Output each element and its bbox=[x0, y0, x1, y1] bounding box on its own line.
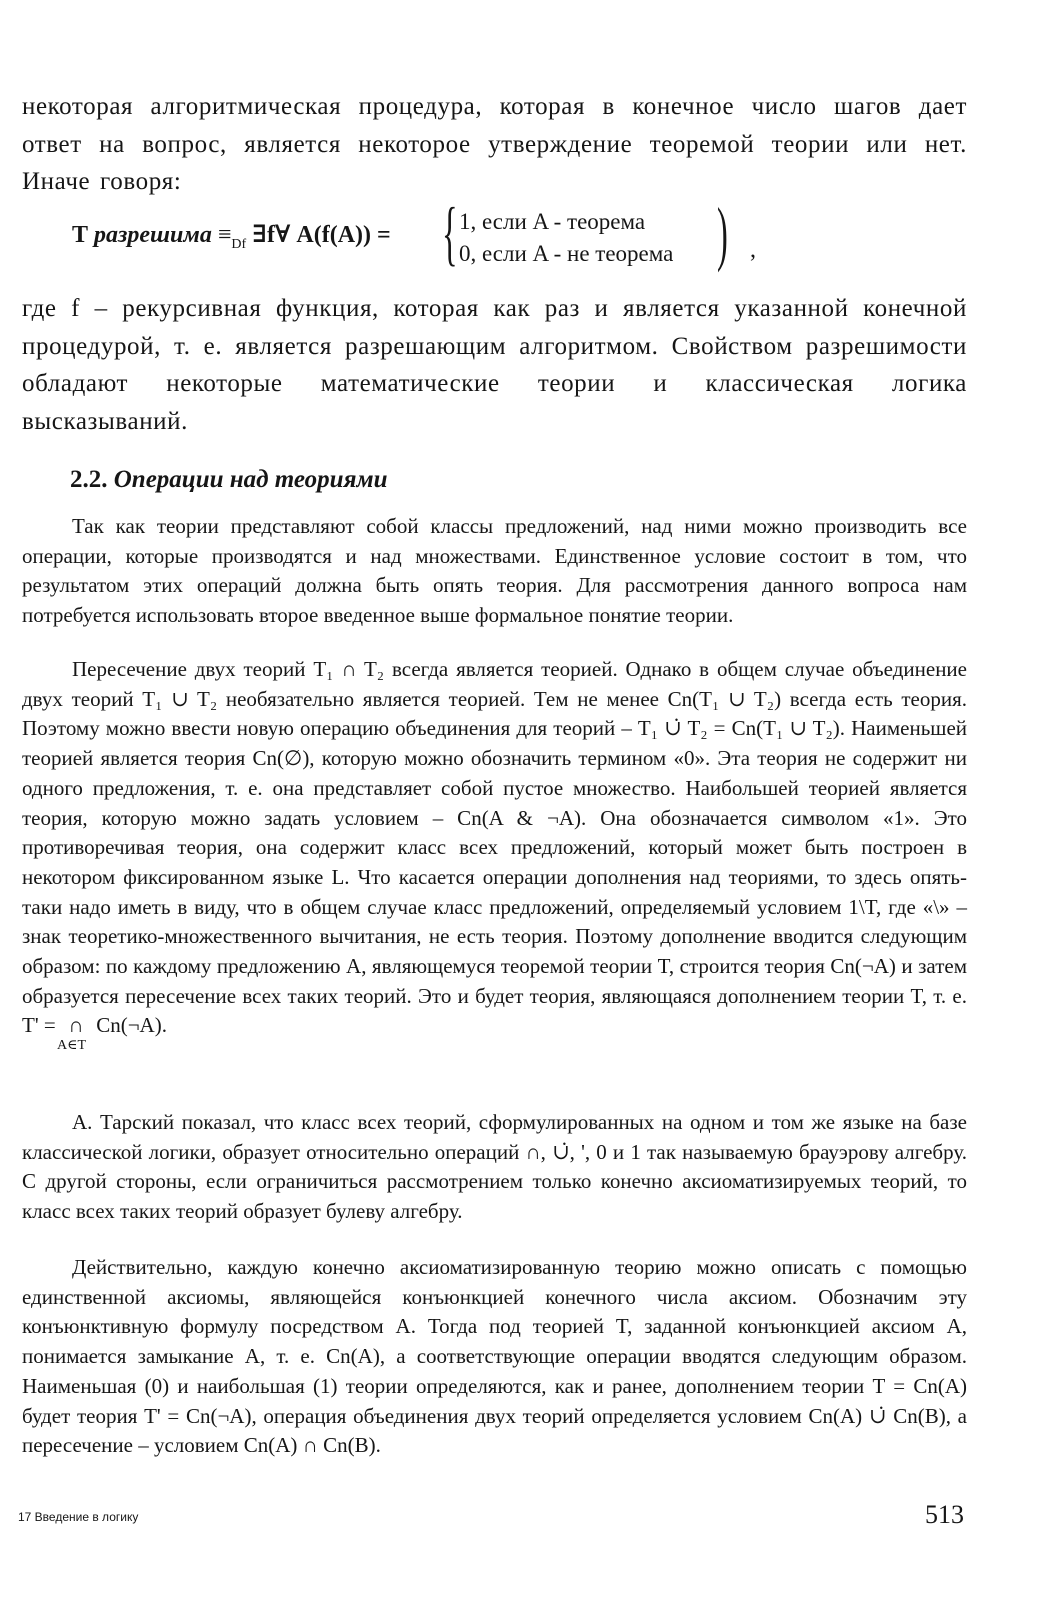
paragraph-indeed-text: Действительно, каждую конечно аксиоматизированную теорию можно описать с помощью единственной аксиомы, являющейся конъюнкцией конечного числа аксиом. Обозначим эту конъюнктивную формулу посредством A. Тогда под теорией T, заданной конъюнкцией аксиом A, понимается замыкание A, т. е. Cn(A), а соответствующие операции вводятся следующим образом. Наименьшая (0) и наибольшая (1) теории определяются, как и ранее, дополнением теории T = Cn(A) будет теория T' = Cn(¬A), операция объединения двух теорий определяется условием Cn(A) ∪̇ Cn(B), а пересечение – условием Cn(A) ∩ Cn(B). bbox=[22, 1255, 967, 1458]
formula-defeq: ≡ bbox=[217, 222, 232, 248]
paragraph-intersection-text: Пересечение двух теорий T₁ ∩ T₂ всегда является теорией. Однако в общем случае объединение двух теорий T₁ ∪ T₂ необязательно является теорией. Тем не менее Cn(T₁ ∪ T₂) всегда есть теория. Поэтому можно ввести новую операцию объединения для теорий – T₁ ∪̇ T₂ = Cn(T₁ ∪ T₂). Наименьшей теорией является теория Cn(∅), которую можно обозначить термином «0». Эта теория не содержит ни одного предложения, т. е. она представляет собой пустое множество. Наибольшей теорией является теория, которую можно задать условием – Cn(A & ¬A). Она обозначается символом «1». Это противоречивая теория, она содержит класс всех предложений, который может быть построен в некотором фиксированном языке L. Что касается операции дополнения над теориями, то здесь опять-таки надо иметь в виду, что в общем случае класс предложений, определяемый условием 1\T, где «\» – знак теоретико-множественного вычитания, не есть теория. Поэтому дополнение вводится следующим образом: по каждому предложению A, являющемуся теоремой теории T, строится теория Cn(¬A) и затем образуется пересечение всех таких теорий. Это и будет теория, являющаяся дополнением теории T, т. е. T' = bbox=[22, 657, 967, 1038]
section-heading bbox=[70, 466, 388, 494]
paragraph-tarski-text: А. Тарский показал, что класс всех теорий, сформулированных на одном и том же языке на базе классической логики, образует относительно операций ∩, ∪̇, ', 0 и 1 так называемую брауэрову алгебру. С другой стороны, если ограничиться рассмотрением только конечно аксиоматизируемых теорий, то класс всех таких теорий образует булеву алгебру. bbox=[22, 1110, 967, 1224]
formula-lhs bbox=[72, 219, 391, 253]
formula-word: разрешима bbox=[94, 222, 212, 248]
footer-signature: 17 Введение в логику bbox=[18, 1510, 139, 1524]
section-title: Операции над теориями bbox=[113, 466, 388, 493]
paragraph-intersection-tail: Cn(¬A). bbox=[96, 1013, 167, 1038]
paragraph-tarski bbox=[22, 1108, 967, 1227]
paragraph-operations bbox=[22, 512, 967, 631]
bigcap-symbol: ∩ bbox=[68, 1013, 84, 1038]
big-intersection-operator bbox=[56, 1011, 91, 1054]
paragraph-operations-text: Так как теории представляют собой классы предложений, над ними можно производить все операции, которые производятся и над множествами. Единственное условие состоит в том, что результатом этих операций должна быть опять теория. Для рассмотрения данного вопроса нам потребуется использовать второе введенное выше формальное понятие теории. bbox=[22, 514, 967, 628]
formula-comma: , bbox=[750, 237, 756, 263]
formula-quantifiers: ∃f∀ bbox=[252, 222, 291, 248]
formula-case-2: 0, если A - не теорема bbox=[459, 241, 674, 266]
right-brace: ) bbox=[717, 193, 728, 273]
decidability-formula bbox=[72, 193, 772, 275]
formula-t: Т bbox=[72, 222, 89, 248]
paragraph-intersection bbox=[22, 655, 967, 1054]
page-number: 513 bbox=[925, 1500, 964, 1529]
paragraph-indeed bbox=[22, 1253, 967, 1461]
bigcap-subscript: A∈T bbox=[56, 1038, 86, 1054]
formula-case-1: 1, если A - теорема bbox=[459, 209, 646, 234]
left-brace: { bbox=[442, 193, 458, 273]
formula-expr: A(f(A)) = bbox=[296, 222, 391, 248]
paragraph-intro: некоторая алгоритмическая процедура, которая в конечное число шагов дает ответ на вопрос, является некоторое утверждение теоремой теории или нет. Иначе говоря: bbox=[22, 93, 967, 195]
section-number: 2.2. bbox=[70, 466, 108, 493]
paragraph-where: где f – рекурсивная функция, которая как раз и является указанной конечной процедурой, т. е. является разрешающим алгоритмом. Свойством разрешимости обладают некоторые математические теории и классическая логика высказываний. bbox=[22, 295, 967, 435]
formula-defsub: Df bbox=[231, 236, 247, 252]
